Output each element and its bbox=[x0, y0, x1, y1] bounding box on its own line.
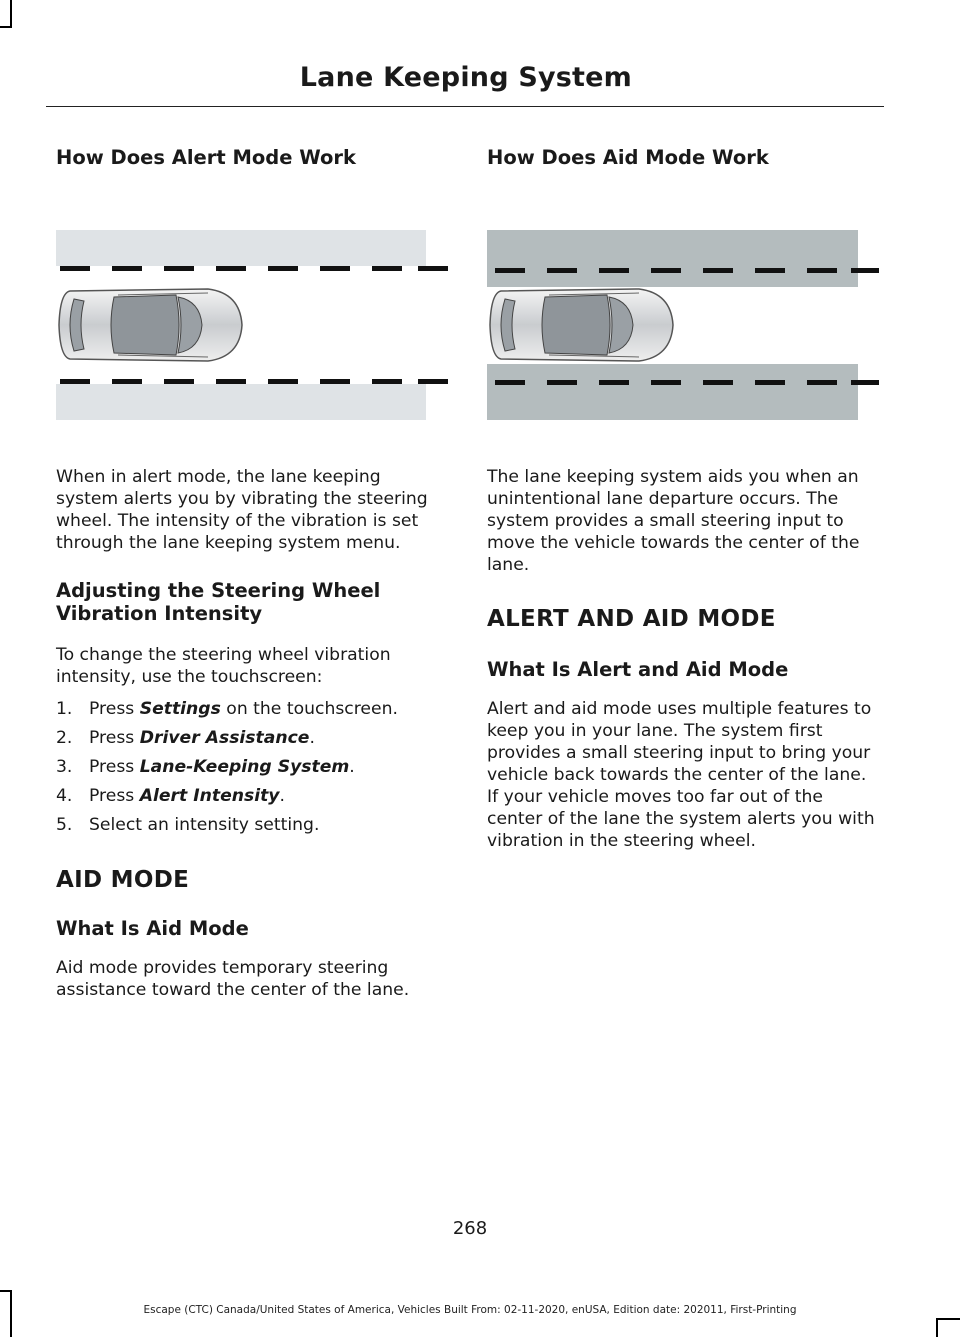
what-is-aid-mode-text: Aid mode provides temporary steering assistance toward the center of the lane. bbox=[56, 958, 410, 1000]
alert-lane-diagram bbox=[56, 230, 448, 420]
step-text: Press bbox=[89, 786, 140, 806]
what-is-aid-mode-heading: What Is Aid Mode bbox=[56, 917, 249, 940]
what-is-alert-aid-heading: What Is Alert and Aid Mode bbox=[487, 658, 789, 681]
page-number: 268 bbox=[452, 1218, 488, 1239]
page-title: Lane Keeping System bbox=[299, 62, 632, 93]
step-text: Press bbox=[89, 757, 140, 777]
aid-mode-text: The lane keeping system aids you when an unintentional lane departure occurs. The system provides a small steering input to move the vehicle towards the center of the lane. bbox=[487, 467, 860, 575]
lower-lane-line bbox=[60, 379, 448, 384]
lower-lane-shade bbox=[487, 364, 858, 420]
step-text: Press bbox=[89, 699, 140, 719]
lower-lane-shade bbox=[56, 384, 426, 420]
list-item bbox=[56, 814, 448, 843]
alert-aid-mode-heading: ALERT AND AID MODE bbox=[487, 606, 776, 632]
adjust-vibration-heading bbox=[56, 579, 448, 625]
left-column bbox=[56, 146, 448, 1001]
upper-lane-shade bbox=[56, 230, 426, 266]
menu-item-lane-keeping-system: Lane-Keeping System bbox=[139, 757, 350, 777]
list-item bbox=[56, 698, 448, 727]
step-number: 4. bbox=[56, 786, 73, 806]
edition-footer: Escape (CTC) Canada/United States of America, Vehicles Built From: 02-11-2020, enUSA, Edition date: 202011, First-Printing bbox=[143, 1304, 797, 1316]
step-text: . bbox=[279, 786, 285, 806]
step-number: 1. bbox=[56, 699, 73, 719]
step-text: . bbox=[349, 757, 355, 777]
step-text: . bbox=[309, 728, 315, 748]
adjust-heading-line1: Adjusting the Steering Wheel bbox=[56, 579, 381, 602]
alert-mode-figure bbox=[56, 230, 448, 420]
menu-item-alert-intensity: Alert Intensity bbox=[139, 786, 280, 806]
alert-mode-text: When in alert mode, the lane keeping system alerts you by vibrating the steering wheel. The intensity of the vibration is set through the lane keeping system menu. bbox=[56, 467, 428, 553]
crop-mark bbox=[0, 1290, 12, 1292]
upper-lane-line bbox=[60, 266, 448, 271]
step-text: Select an intensity setting. bbox=[89, 815, 320, 835]
adjust-intro-text: To change the steering wheel vibration intensity, use the touchscreen: bbox=[56, 645, 391, 687]
step-number: 5. bbox=[56, 815, 73, 835]
adjust-heading-line2: Vibration Intensity bbox=[56, 602, 263, 625]
car-icon bbox=[490, 289, 673, 361]
aid-lane-diagram bbox=[487, 230, 879, 420]
menu-item-settings: Settings bbox=[139, 699, 221, 719]
menu-item-driver-assistance: Driver Assistance bbox=[139, 728, 310, 748]
crop-mark bbox=[936, 1318, 960, 1320]
list-item bbox=[56, 785, 448, 814]
crop-mark bbox=[10, 0, 12, 28]
adjust-steps-list bbox=[56, 698, 448, 843]
aid-mode-work-heading: How Does Aid Mode Work bbox=[487, 146, 769, 169]
upper-lane-shade bbox=[487, 230, 858, 287]
title-rule bbox=[46, 106, 884, 107]
aid-mode-heading: AID MODE bbox=[56, 867, 190, 893]
alert-mode-heading: How Does Alert Mode Work bbox=[56, 146, 357, 169]
step-number: 2. bbox=[56, 728, 73, 748]
crop-mark bbox=[936, 1318, 938, 1337]
step-number: 3. bbox=[56, 757, 73, 777]
list-item bbox=[56, 756, 448, 785]
step-text: Press bbox=[89, 728, 140, 748]
crop-mark bbox=[0, 26, 12, 28]
list-item bbox=[56, 727, 448, 756]
step-text: on the touchscreen. bbox=[220, 699, 398, 719]
right-column bbox=[487, 146, 879, 852]
car-icon bbox=[59, 289, 242, 361]
aid-mode-figure bbox=[487, 230, 879, 420]
what-is-alert-aid-text: Alert and aid mode uses multiple features to keep you in your lane. The system first provides a small steering input to bring your vehicle back towards the center of the lane. If your vehicle moves too far out of the center of the lane the system alerts you with vibration in the steering wheel. bbox=[487, 699, 875, 851]
